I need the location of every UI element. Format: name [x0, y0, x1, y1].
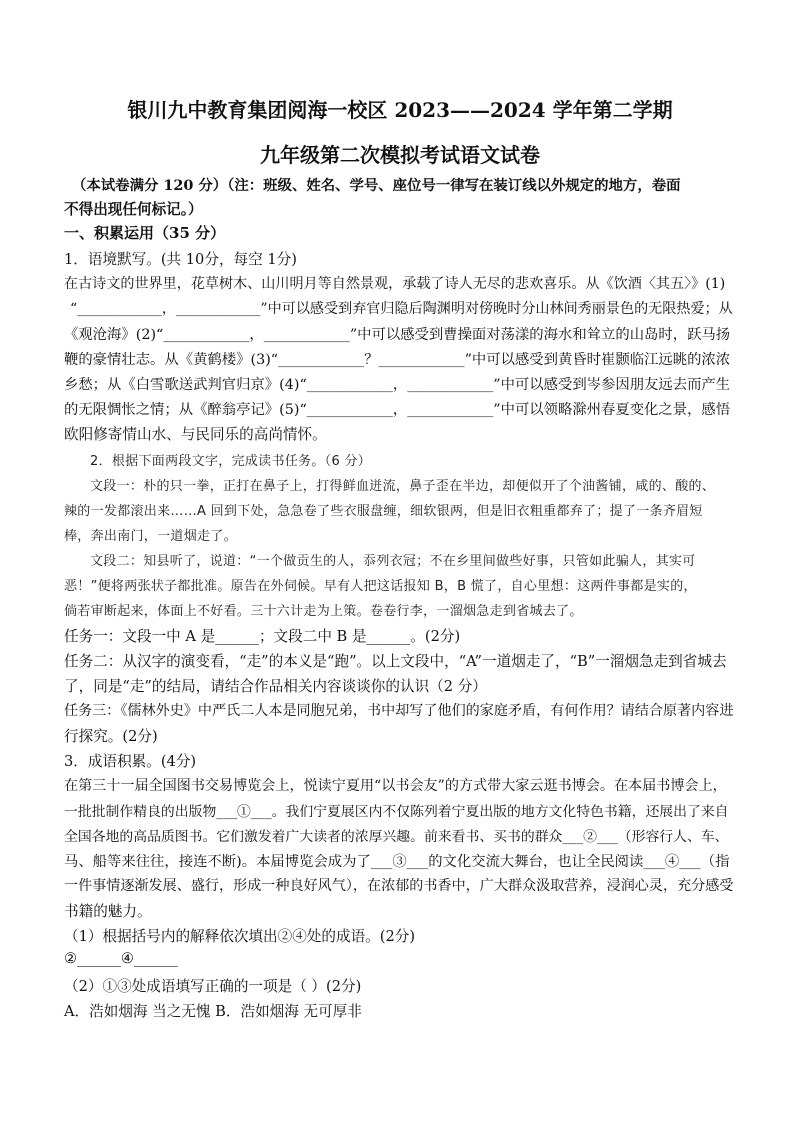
q1-text-line: 乡愁；从《白雪歌送武判官归京》(4)“____________，____________”中可以感受到岑参因朋友远去而产生: [64, 377, 731, 393]
exam-title-line1: 银川九中教育集团阅海一校区 2023——2024 学年第二学期: [127, 98, 673, 122]
q2-task-line: 任务一：文段一中 A 是______；文段二中 B 是______。(2分): [64, 628, 461, 645]
q2-header: 2．根据下面两段文字，完成读书任务。（6 分）: [90, 454, 372, 469]
q3-text-line: 全国各地的高品质图书。它们激发着广大读者的浓厚兴趣。前来看书、买书的群众___②___（形容行人、车、: [64, 829, 729, 845]
q2-passage-line: 文段一：朴的只一拳，正打在鼻子上，打得鲜血迸流，鼻子歪在半边，却便似开了个油酱铺，咸的、酸的、: [90, 479, 716, 494]
exam-note-line1: （本试卷满分 120 分）（注：班级、姓名、学号、座位号一律写在装订线以外规定的地方，卷面: [72, 177, 681, 194]
q3-text-line: 一批批制作精良的出版物___①___。我们宁夏展区内不仅陈列着宁夏出版的地方文化特色书籍，还展出了来自: [64, 804, 729, 820]
exam-title-line2: 九年级第二次模拟考试语文试卷: [260, 143, 540, 167]
q2-passage-line: 倘若审断起来，体面上不好看。三十六计走为上策。卷卷行李，一溜烟急走到省城去了。: [64, 604, 583, 619]
q3-text-line: 在第三十一届全国图书交易博览会上，悦读宁夏用“以书会友”的方式带大家云逛书博会。在本届书博会上，: [64, 778, 727, 794]
exam-note-line2: 不得出现任何标记。）: [64, 201, 203, 218]
q3-text-line: 马、船等来往往，接连不断)。本届博览会成为了___③___的文化交流大舞台，也让全民阅读___④___（指: [64, 854, 730, 870]
q2-task-line: 了，同是“走”的结局，请结合作品相关内容谈谈你的认识（2 分）: [64, 678, 487, 695]
q2-passage-line: 辣的一发都滚出来……A 回到下处，急急卷了些衣服盘缠，细软银两，但是旧衣粗重都弃了；提了一条齐眉短: [64, 504, 703, 519]
q1-text-line: 《观沧海》(2)“____________，____________”中可以感受到曹操面对荡漾的海水和耸立的山岛时，跃马扬: [64, 327, 731, 343]
q3-header: 3．成语积累。(4分): [64, 753, 197, 770]
q1-text-line: 在古诗文的世界里，花草树木、山川明月等自然景观，承载了诗人无尽的悲欢喜乐。从《饮酒〈其五〉》(1): [64, 276, 726, 292]
q3-choice-options: A．浩如烟海 当之无愧 B．浩如烟海 无可厚非: [64, 1003, 362, 1020]
q1-text-line: 欧阳修寄情山水、与民同乐的高尚情怀。: [64, 426, 327, 443]
q2-task-line: 任务三：《儒林外史》中严氏二人本是同胞兄弟，书中却写了他们的家庭矛盾，有何作用？请结合原著内容进: [64, 703, 734, 719]
q1-text-line: 鞭的豪情壮志。从《黄鹤楼》(3)“____________？____________”中可以感受到黄昏时崔颢临江远眺的浓浓: [64, 352, 731, 368]
q1-text-line: “____________，____________”中可以感受到弃官归隐后陶渊明对傍晚时分山林间秀丽景色的无限热爱；从: [70, 301, 733, 317]
q3-answer-blanks: ②______④______: [64, 950, 178, 967]
q2-passage-line: 恶！”便将两张状子都批准。原告在外伺候。早有人把这话报知 B，B 慌了，自心里想：这两件事都是实的，: [64, 579, 697, 594]
q3-subquestion: （1）根据括号内的解释依次填出②④处的成语。(2分): [64, 928, 416, 945]
q1-text-line: 的无限惆怅之情；从《醉翁亭记》(5)“____________，____________”中可以领略滁州春夏变化之景，感悟: [64, 402, 731, 418]
q1-header: 1．语境默写。(共 10分，每空 1分): [64, 251, 297, 268]
section-heading: 一、积累运用（35 分）: [64, 224, 226, 242]
q3-text-line: 一件事情逐渐发展、盛行，形成一种良好风气），在浓郁的书香中，广大群众汲取营养，浸润心灵，充分感受: [64, 878, 734, 894]
q3-text-line: 书籍的魅力。: [64, 903, 152, 920]
q2-task-line: 任务二：从汉字的演变看，“走”的本义是“跑”。以上文段中，“A”一道烟走了，“B”一溜烟急走到省城去: [64, 653, 727, 670]
q3-subquestion: （2）①③处成语填写正确的一项是（ ）(2分): [64, 978, 362, 995]
q2-passage-line: 棒，奔出南门，一道烟走了。: [64, 529, 237, 544]
q2-task-line: 行探究。(2分): [64, 728, 158, 745]
q2-passage-line: 文段二：知县听了，说道：“一个做贡生的人，忝列衣冠；不在乡里间做些好事，只管如此骗人，其实可: [90, 554, 696, 569]
